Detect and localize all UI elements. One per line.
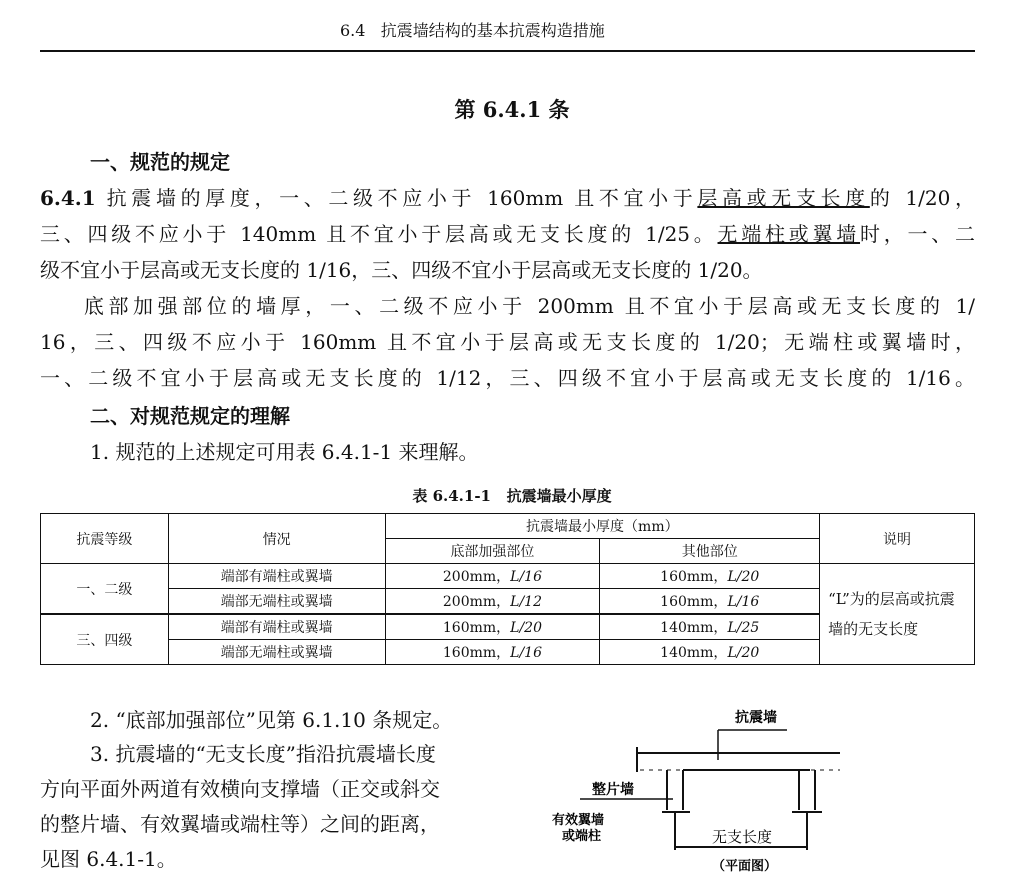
item-3-line: 的整片墙、有效翼墙或端柱等）之间的距离， xyxy=(40,812,440,836)
other-cell xyxy=(600,640,820,665)
wall-plan-diagram xyxy=(540,690,1024,873)
label-unsupported-length: 无支长度 xyxy=(712,828,773,846)
mm: 160mm， xyxy=(660,569,728,585)
ratio: L/12 xyxy=(510,594,542,610)
text: 抗震墙的厚度，一、二级不应小于 160mm 且不宜小于 xyxy=(95,186,698,210)
grade-cell: 三、四级 xyxy=(41,614,169,665)
running-header xyxy=(340,18,605,41)
ratio: L/16 xyxy=(510,645,542,661)
bottom-cell xyxy=(385,614,600,640)
text: 的 1/20， xyxy=(869,186,975,210)
section-heading-1: 一、规范的规定 xyxy=(90,150,230,174)
paragraph-line xyxy=(40,220,975,248)
paragraph-line: 底部加强部位的墙厚，一、二级不应小于 200mm 且不宜小于层高或无支长度的 1/ xyxy=(40,294,975,318)
ratio: L/25 xyxy=(727,620,760,636)
mm: 140mm， xyxy=(660,620,728,636)
bottom-cell xyxy=(385,640,600,665)
header-note: 说明 xyxy=(820,514,975,564)
table-row xyxy=(41,564,975,589)
table-caption: 表 6.4.1-1 抗震墙最小厚度 xyxy=(412,487,612,505)
mm: 200mm， xyxy=(442,569,511,585)
note-cell: “L”为的层高或抗震墙的无支长度 xyxy=(820,564,975,665)
paragraph-line: 16，三、四级不应小于 160mm 且不宜小于层高或无支长度的 1/20；无端柱或翼墙时， xyxy=(40,330,975,354)
header-rule xyxy=(40,50,975,52)
other-cell xyxy=(600,614,820,640)
label-wing-wall: 有效翼墙 xyxy=(552,813,605,828)
paragraph-line: 一、二级不宜小于层高或无支长度的 1/12，三、四级不宜小于层高或无支长度的 1/16。 xyxy=(40,366,975,390)
text: 三、四级不应小于 140mm 且不宜小于层高或无支长度的 1/25。 xyxy=(40,222,718,246)
mm: 160mm， xyxy=(442,645,511,661)
mm: 160mm， xyxy=(442,620,511,636)
figure-caption: （平面图） xyxy=(712,859,778,873)
header-case: 情况 xyxy=(168,514,385,564)
header-title: 抗震墙结构的基本抗震构造措施 xyxy=(380,21,605,40)
item-3-line: 方向平面外两道有效横向支撑墙（正交或斜交 xyxy=(40,777,440,801)
grade-cell: 一、二级 xyxy=(41,564,169,615)
header-thickness: 抗震墙最小厚度（mm） xyxy=(385,514,820,539)
label-wing-wall-2: 或端柱 xyxy=(562,829,602,844)
header-grade: 抗震等级 xyxy=(41,514,169,564)
header-other: 其他部位 xyxy=(600,539,820,564)
ratio: L/20 xyxy=(727,569,760,585)
case-cell: 端部有端柱或翼墙 xyxy=(168,564,385,589)
item-3-line: 3. 抗震墙的“无支长度”指沿抗震墙长度 xyxy=(90,742,436,766)
other-cell xyxy=(600,564,820,589)
label-full-wall: 整片墙 xyxy=(592,782,634,798)
clause-number: 6.4.1 xyxy=(40,186,96,210)
label-wall: 抗震墙 xyxy=(735,710,777,726)
ratio: L/20 xyxy=(510,620,542,636)
text: 时，一、二 xyxy=(860,222,976,246)
paragraph-line: 级不宜小于层高或无支长度的 1/16，三、四级不宜小于层高或无支长度的 1/20。 xyxy=(40,258,763,282)
section-heading-2: 二、对规范规定的理解 xyxy=(90,404,290,428)
ratio: L/16 xyxy=(727,594,760,610)
paragraph-line xyxy=(40,184,975,212)
header-bottom: 底部加强部位 xyxy=(385,539,600,564)
ratio: L/16 xyxy=(510,569,542,585)
case-cell: 端部无端柱或翼墙 xyxy=(168,640,385,665)
bottom-cell xyxy=(385,589,600,615)
bottom-cell xyxy=(385,564,600,589)
item-3-line: 见图 6.4.1-1。 xyxy=(40,847,177,871)
ratio: L/20 xyxy=(727,645,760,661)
underlined-text: 层高或无支长度 xyxy=(697,186,870,210)
other-cell xyxy=(600,589,820,615)
thickness-table xyxy=(40,513,975,665)
mm: 200mm， xyxy=(442,594,511,610)
mm: 160mm， xyxy=(660,594,728,610)
item-2: 2. “底部加强部位”见第 6.1.10 条规定。 xyxy=(90,708,453,732)
header-section: 6.4 xyxy=(340,21,366,40)
article-title: 第 6.4.1 条 xyxy=(454,97,570,122)
case-cell: 端部无端柱或翼墙 xyxy=(168,589,385,615)
mm: 140mm， xyxy=(660,645,728,661)
underlined-text: 无端柱或翼墙 xyxy=(717,222,861,246)
case-cell: 端部有端柱或翼墙 xyxy=(168,614,385,640)
item-1: 1. 规范的上述规定可用表 6.4.1-1 来理解。 xyxy=(90,440,479,464)
